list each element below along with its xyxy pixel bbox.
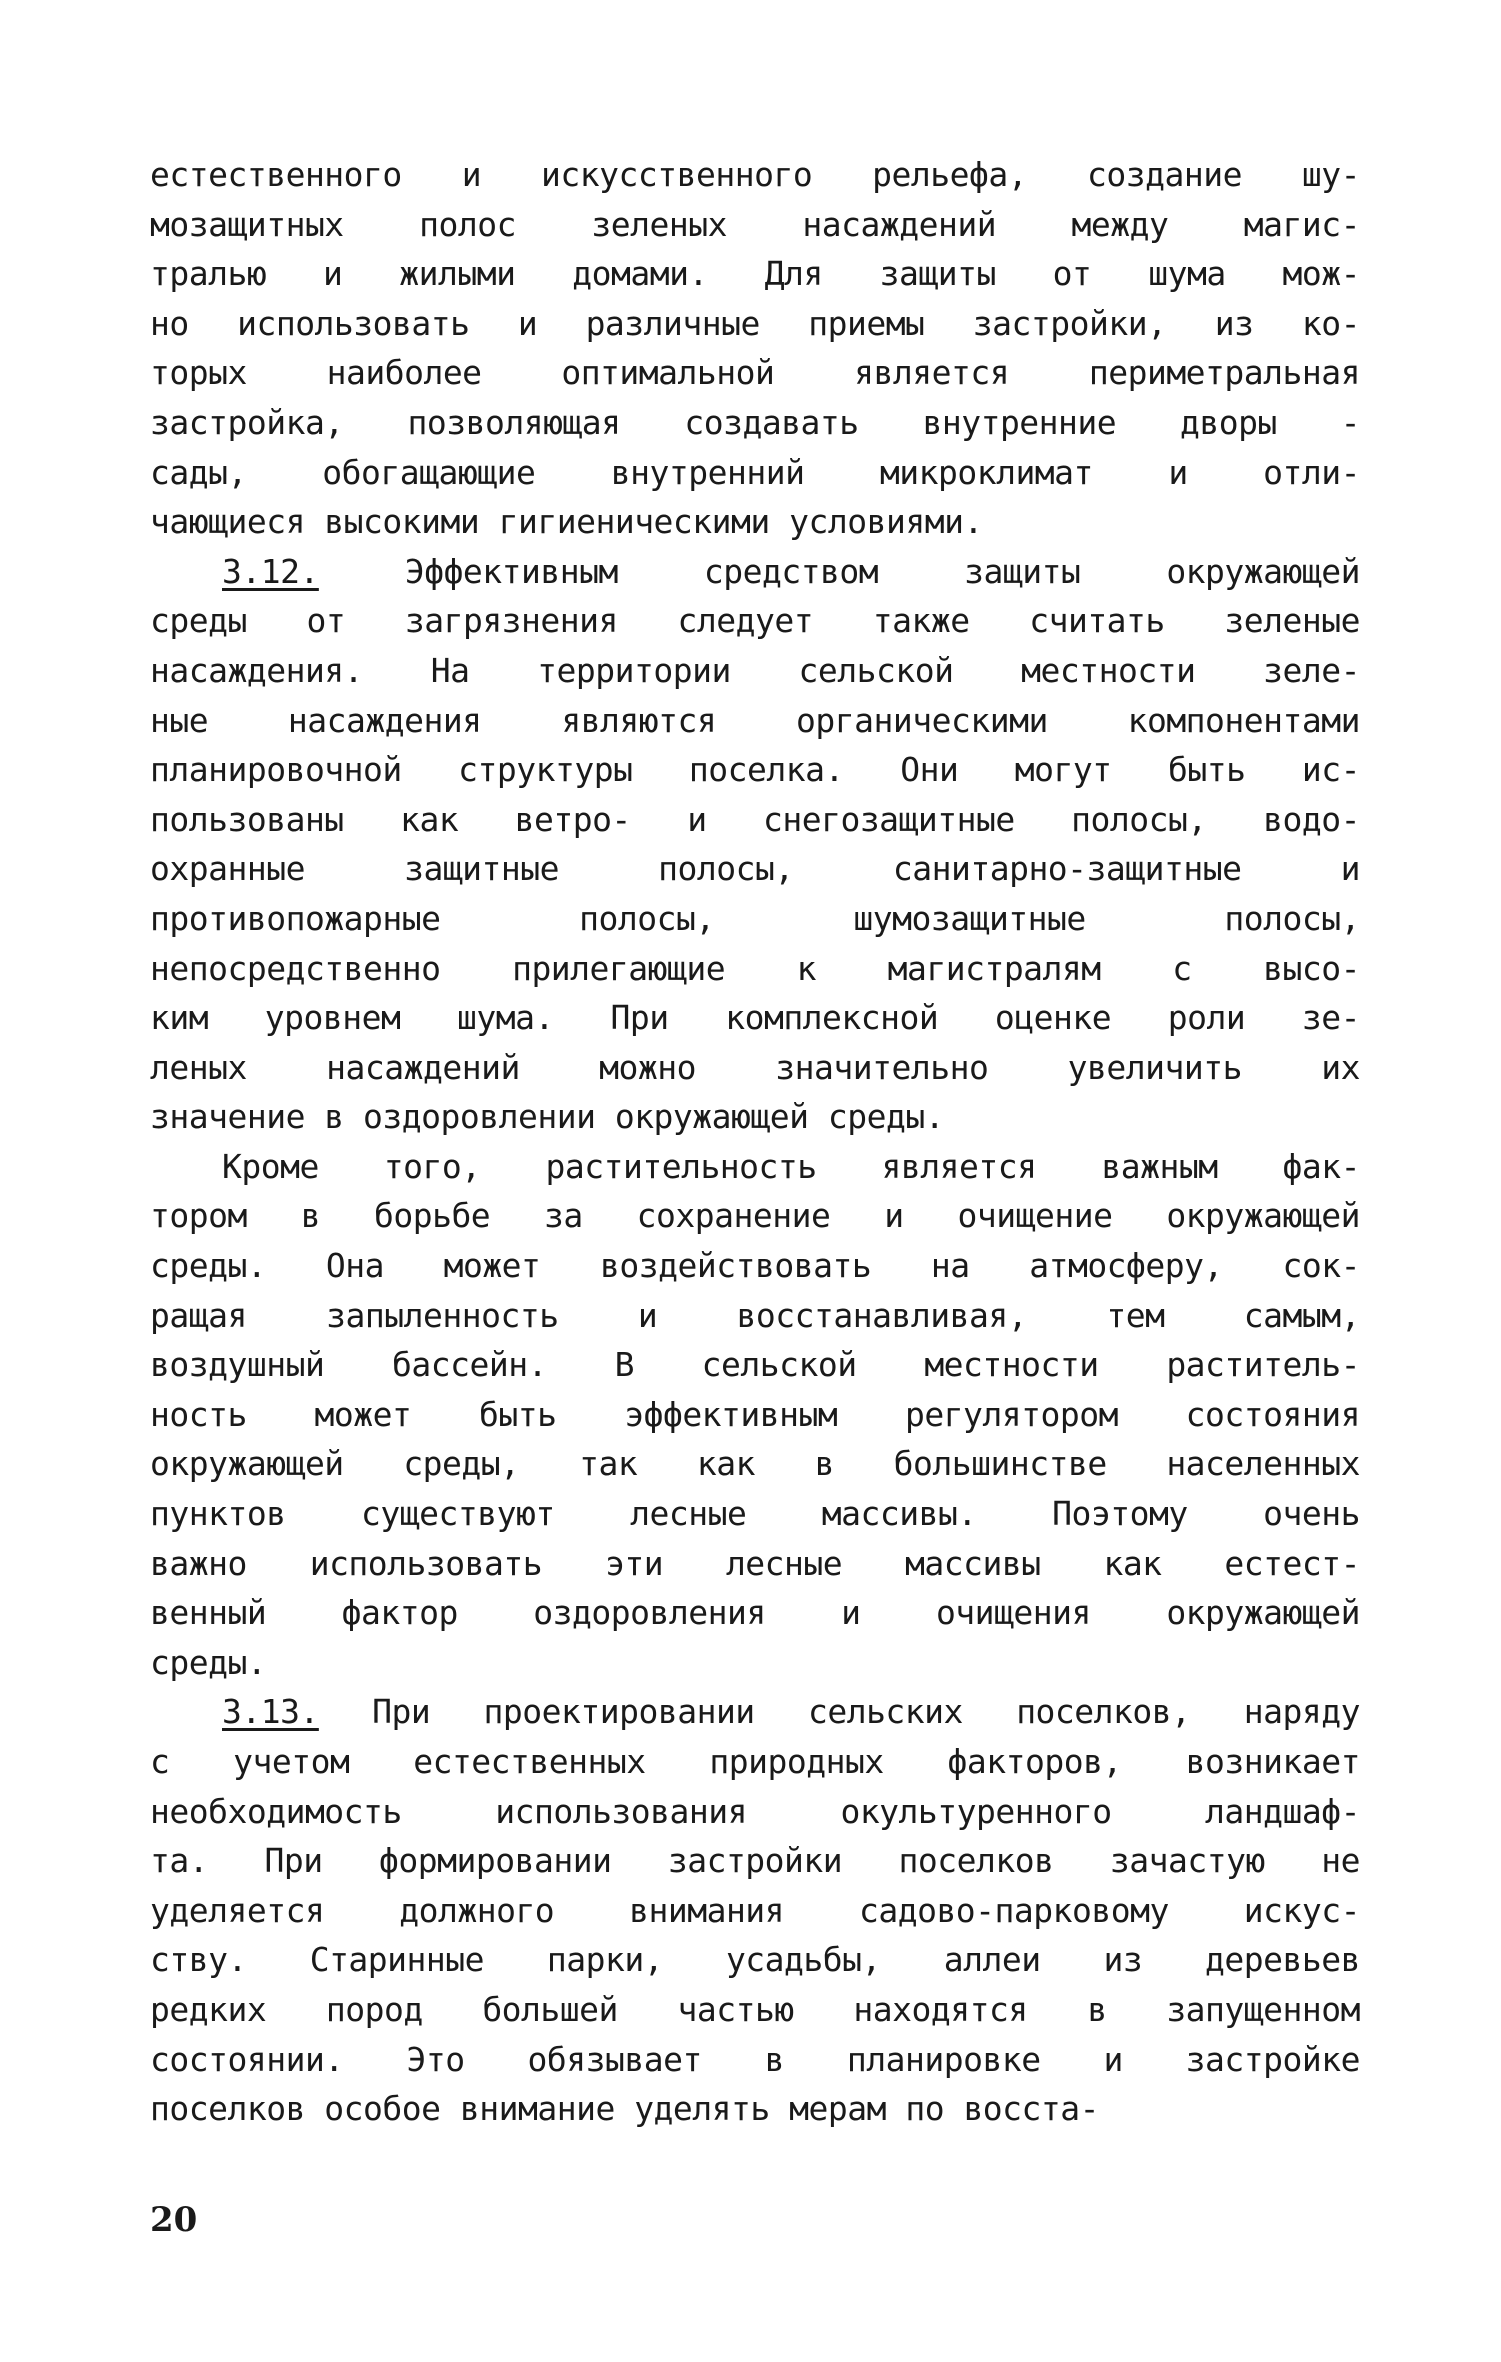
line-text: венный фактор оздоровления и очищения окружающей — [150, 1593, 1360, 1633]
line-text: леных насаждений можно значительно увеличить их — [150, 1047, 1360, 1087]
line-text: ные насаждения являются органическими компонентами — [150, 700, 1360, 740]
line-text: противопожарные полосы, шумозащитные полосы, — [150, 898, 1360, 938]
text-line — [150, 547, 1360, 597]
line-text: воздушный бассейн. В сельской местности раститель- — [150, 1345, 1360, 1385]
text-line — [150, 1340, 1360, 1390]
line-text: пунктов существуют лесные массивы. Поэтому очень — [150, 1494, 1360, 1534]
text-line — [150, 1935, 1360, 1985]
line-text: торых наиболее оптимальной является периметральная — [150, 353, 1360, 393]
page-number: 20 — [150, 2200, 198, 2240]
text-line — [150, 1092, 1360, 1142]
line-text: тралью и жилыми домами. Для защиты от шума мож- — [150, 254, 1360, 294]
line-text: сады, обогащающие внутренний микроклимат и отли- — [150, 452, 1360, 492]
line-text: чающиеся высокими гигиеническими условиями. — [150, 502, 983, 542]
line-text: тором в борьбе за сохранение и очищение окружающей — [150, 1196, 1360, 1236]
line-text: состоянии. Это обязывает в планировке и застройке — [150, 2039, 1360, 2079]
text-line — [150, 1241, 1360, 1291]
text-line — [150, 745, 1360, 795]
line-text: естественного и искусственного рельефа, создание шу- — [150, 155, 1360, 194]
text-line — [150, 1043, 1360, 1093]
line-text: планировочной структуры поселка. Они могут быть ис- — [150, 750, 1360, 790]
text-line — [150, 497, 1360, 547]
paragraph — [150, 150, 1360, 547]
line-text: редких пород большей частью находятся в запущенном — [150, 1989, 1360, 2029]
text-line — [150, 844, 1360, 894]
line-text: При проектировании сельских поселков, наряду — [372, 1692, 1360, 1732]
text-line — [150, 1985, 1360, 2035]
line-text: застройка, позволяющая создавать внутренние дворы - — [150, 402, 1360, 442]
line-text: Кроме того, растительность является важным фак- — [222, 1146, 1360, 1186]
text-line — [150, 1191, 1360, 1241]
text-line — [150, 894, 1360, 944]
text-line — [150, 150, 1360, 200]
line-text: мозащитных полос зеленых насаждений между магис- — [150, 204, 1360, 244]
text-line — [150, 398, 1360, 448]
text-line — [150, 1787, 1360, 1837]
section-number: 3.12. — [222, 551, 319, 591]
text-line — [150, 993, 1360, 1043]
line-text: охранные защитные полосы, санитарно-защитные и — [150, 849, 1360, 889]
line-text: с учетом естественных природных факторов, возникает — [150, 1742, 1360, 1781]
line-text: важно использовать эти лесные массивы как естест- — [150, 1543, 1360, 1583]
text-line — [150, 1886, 1360, 1936]
line-text: необходимость использования окультуренного ландшаф- — [150, 1791, 1360, 1831]
text-line — [150, 1588, 1360, 1638]
text-line — [150, 1489, 1360, 1539]
line-text: ству. Старинные парки, усадьбы, аллеи из деревьев — [150, 1940, 1360, 1980]
line-text: среды. Она может воздействовать на атмосферу, сок- — [150, 1246, 1360, 1286]
line-text: Эффективным средством защиты окружающей — [404, 551, 1360, 591]
text-line — [150, 1539, 1360, 1589]
paragraph — [150, 547, 1360, 1142]
text-line — [150, 646, 1360, 696]
line-text: окружающей среды, так как в большинстве населенных — [150, 1444, 1360, 1484]
text-line — [150, 2035, 1360, 2085]
text-line — [150, 299, 1360, 349]
text-line — [150, 1439, 1360, 1489]
line-text: насаждения. На территории сельской местности зеле- — [150, 650, 1360, 690]
body-text — [150, 150, 1360, 2134]
line-text: но использовать и различные приемы застройки, из ко- — [150, 303, 1360, 343]
section-number: 3.13. — [222, 1692, 319, 1732]
text-line — [150, 1291, 1360, 1341]
line-text: ким уровнем шума. При комплексной оценке роли зе- — [150, 998, 1360, 1038]
line-text: поселков особое внимание уделять мерам по восста- — [150, 2089, 1100, 2129]
paragraph — [150, 1142, 1360, 1688]
text-line — [150, 1142, 1360, 1192]
line-text: та. При формировании застройки поселков зачастую не — [150, 1841, 1360, 1881]
line-text: среды от загрязнения следует также считать зеленые — [150, 601, 1360, 641]
line-text: непосредственно прилегающие к магистралям с высо- — [150, 948, 1360, 988]
text-line — [150, 249, 1360, 299]
text-line — [150, 1638, 1360, 1688]
line-text: пользованы как ветро- и снегозащитные полосы, водо- — [150, 799, 1360, 839]
text-line — [150, 1737, 1360, 1787]
paragraph — [150, 1687, 1360, 2133]
text-line — [150, 2084, 1360, 2134]
text-line — [150, 1390, 1360, 1440]
line-text: ность может быть эффективным регулятором состояния — [150, 1394, 1360, 1434]
text-line — [150, 200, 1360, 250]
text-line — [150, 944, 1360, 994]
text-line — [150, 1687, 1360, 1737]
text-line — [150, 596, 1360, 646]
text-line — [150, 348, 1360, 398]
text-line — [150, 1836, 1360, 1886]
line-text: среды. — [150, 1642, 267, 1682]
line-text: значение в оздоровлении окружающей среды. — [150, 1097, 945, 1137]
line-text: уделяется должного внимания садово-парковому искус- — [150, 1890, 1360, 1930]
text-line — [150, 448, 1360, 498]
line-text: ращая запыленность и восстанавливая, тем самым, — [150, 1295, 1360, 1335]
text-line — [150, 696, 1360, 746]
text-line — [150, 795, 1360, 845]
